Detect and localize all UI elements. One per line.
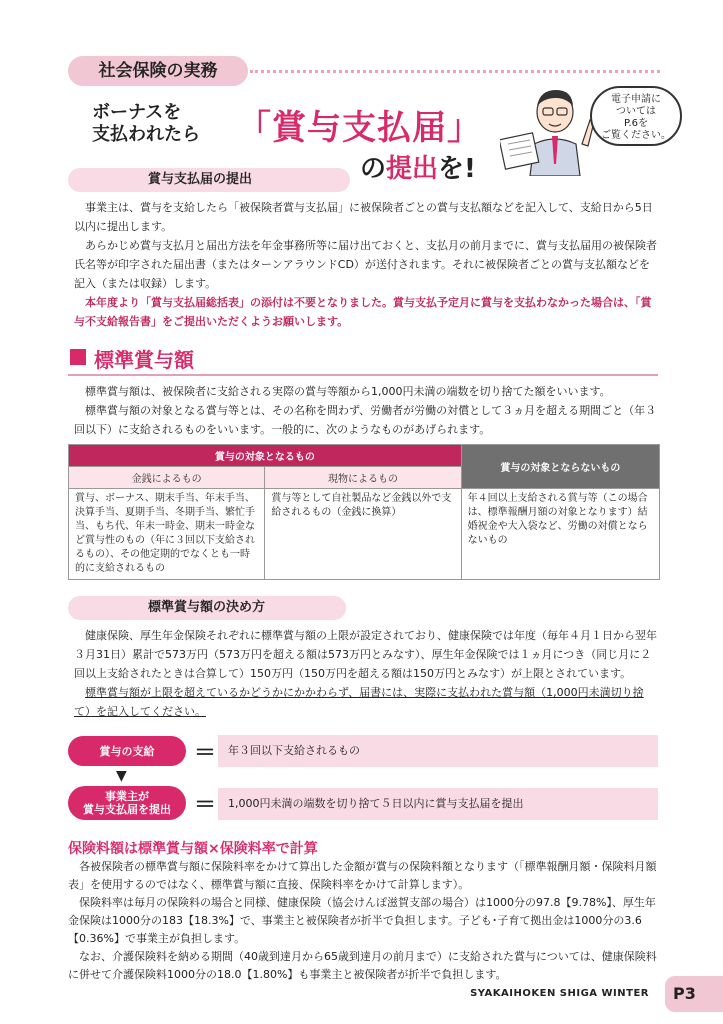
premium-p3-text: なお、介護保険料を納める期間（40歳到達月から65歳到達月の前月まで）に支給された賞与については、健康保険料に併せて介護保険料1000分の18.0【1.80%】も事業主と被保険者が折半で負担します。 — [68, 950, 657, 981]
premium-p1 — [68, 858, 660, 894]
premium-p1-text: 各被保険者の標準賞与額に保険料率をかけて算出した金額が賞与の保険料額となります（「標準報酬月額・保険料月額表」を使用するのではなく、標準賞与額に直接、保険料率をかけて計算します）。 — [68, 860, 657, 891]
table-head-target: 賞与の対象となるもの — [69, 445, 462, 467]
table-col-cash: 金銭によるもの — [69, 467, 265, 489]
flow-arrow-icon: ▼ — [116, 768, 127, 784]
bonus-table — [68, 444, 660, 580]
flow-box-2: 1,000円未満の端数を切り捨て５日以内に賞与支払届を提出 — [218, 788, 658, 820]
standard-heading — [68, 342, 658, 376]
submission-heading: 賞与支払届の提出 — [68, 168, 350, 192]
heading-square-icon — [70, 349, 86, 365]
premium-p2 — [68, 894, 660, 948]
submission-p2-text: あらかじめ賞与支払月と届出方法を年金事務所等に届け出ておくと、支払月の前月までに、賞与支払届用の被保険者氏名等が印字された届出書（またはターンアラウンドCD）が送付されます。それに被保険者ごとの賞与支払額などを記入（または収録）します。 — [74, 239, 657, 290]
flow-pill-submit-line2: 賞与支払届を提出 — [83, 803, 171, 816]
section-label: 社会保険の実務 — [68, 56, 248, 86]
magazine-name: SYAKAIHOKEN SHIGA WINTER — [470, 988, 649, 999]
headline-left-line1: ボーナスを — [92, 102, 182, 123]
method-heading: 標準賞与額の決め方 — [68, 596, 346, 620]
premium-heading: 保険料額は標準賞与額×保険料率で計算 — [68, 841, 318, 857]
subtitle-part2: 提出 — [386, 154, 439, 184]
headline-left — [92, 102, 237, 146]
table-cell-not: 年４回以上支給される賞与等（この場合は、標準報酬月額の対象となります）結婚祝金や大入袋など、労働の対償とならないもの — [461, 489, 659, 580]
flow-pill-submit-line1: 事業主が — [105, 790, 149, 803]
standard-text — [74, 382, 660, 439]
method-p1 — [74, 626, 660, 683]
bubble-line4: ご覧ください。 — [601, 130, 671, 141]
premium-p3 — [68, 948, 660, 984]
page-title: 「賞与支払届」 — [237, 108, 482, 148]
method-p2 — [74, 683, 660, 721]
page-number: P3 — [665, 976, 723, 1012]
method-text — [74, 626, 660, 721]
table-col-goods: 現物によるもの — [265, 467, 461, 489]
submission-note-text: 本年度より「賞与支払届総括表」の添付は不要となりました。賞与支払予定月に賞与を支払わなかった場合は、「賞与不支給報告書」をご提出いただくようお願いします。 — [74, 296, 652, 328]
bubble-line3: P.6を — [623, 118, 648, 129]
standard-p1 — [74, 382, 660, 401]
method-p2-text: 標準賞与額が上限を超えているかどうかにかかわらず、届書には、実際に支払われた賞与額（1,000円未満切り捨て）を記入してください。 — [74, 686, 644, 718]
flow-box-1: 年３回以下支給されるもの — [218, 735, 658, 767]
submission-p2 — [74, 236, 660, 293]
method-p1-text: 健康保険、厚生年金保険それぞれに標準賞与額の上限が設定されており、健康保険では年度（毎年４月１日から翌年３月31日）累計で573万円（573万円を超える額は573万円とみなす）、厚生年金保険では１ヵ月につき（同じ月に２回以上支給されたときは合算して）150万円（150万円を超える額は150万円とみなす）が上限とされています。 — [74, 629, 657, 680]
premium-p2-text: 保険料率は毎月の保険料の場合と同様、健康保険（協会けんぽ滋賀支部の場合）は1000分の97.8【9.78%】、厚生年金保険は1000分の183【18.3%】で、事業主と被保険者が折半で負担します。子ども･子育て拠出金は1000分の3.6【0.36%】で事業主が負担します。 — [68, 896, 656, 945]
table-cell-cash: 賞与、ボーナス、期末手当、年末手当、決算手当、夏期手当、冬期手当、繁忙手当、もち代、年末一時金、期末一時金など賞与性のもの（年に３回以下支給されるもの）、その他定期的でなくとも一時的に支給されるもの — [69, 489, 265, 580]
table-head-not-target: 賞与の対象とならないもの — [461, 445, 659, 489]
subtitle-part3: を! — [438, 154, 476, 184]
premium-text — [68, 858, 660, 984]
speech-bubble — [590, 86, 682, 146]
standard-p2 — [74, 401, 660, 439]
submission-p1-text: 事業主は、賞与を支給したら「被保険者賞与支払届」に被保険者ごとの賞与支払額などを記入して、支給日から5日以内に提出します。 — [74, 201, 653, 233]
submission-note — [74, 293, 660, 331]
flow-pill-payment: 賞与の支給 — [68, 736, 186, 766]
standard-title: 標準賞与額 — [94, 348, 194, 372]
businessman-illustration — [500, 84, 600, 176]
standard-p1-text: 標準賞与額は、被保険者に支給される実際の賞与等額から1,000円未満の端数を切り捨てた額をいいます。 — [85, 385, 611, 398]
subtitle-part1: の — [360, 154, 387, 184]
page-subtitle — [360, 148, 476, 185]
headline-left-line2: 支払われたら — [92, 124, 200, 145]
table-cell-goods: 賞与等として自社製品など金銭以外で支給されるもの（金銭に換算） — [265, 489, 461, 580]
standard-p2-text: 標準賞与額の対象となる賞与等とは、その名称を問わず、労働者が労働の対償として３ヵ月を超える期間ごと（年３回以下）に支給されるものをいいます。一般的に、次のようなものがあげられます。 — [74, 404, 657, 436]
bubble-line2: ついては — [616, 106, 656, 117]
flow-equals-1: ＝ — [194, 741, 217, 766]
flow-pill-submit — [68, 786, 186, 820]
flow-equals-2: ＝ — [194, 793, 217, 818]
submission-text — [74, 198, 660, 331]
submission-p1 — [74, 198, 660, 236]
bubble-line1: 電子申請に — [611, 94, 661, 105]
dotted-divider — [250, 70, 660, 75]
